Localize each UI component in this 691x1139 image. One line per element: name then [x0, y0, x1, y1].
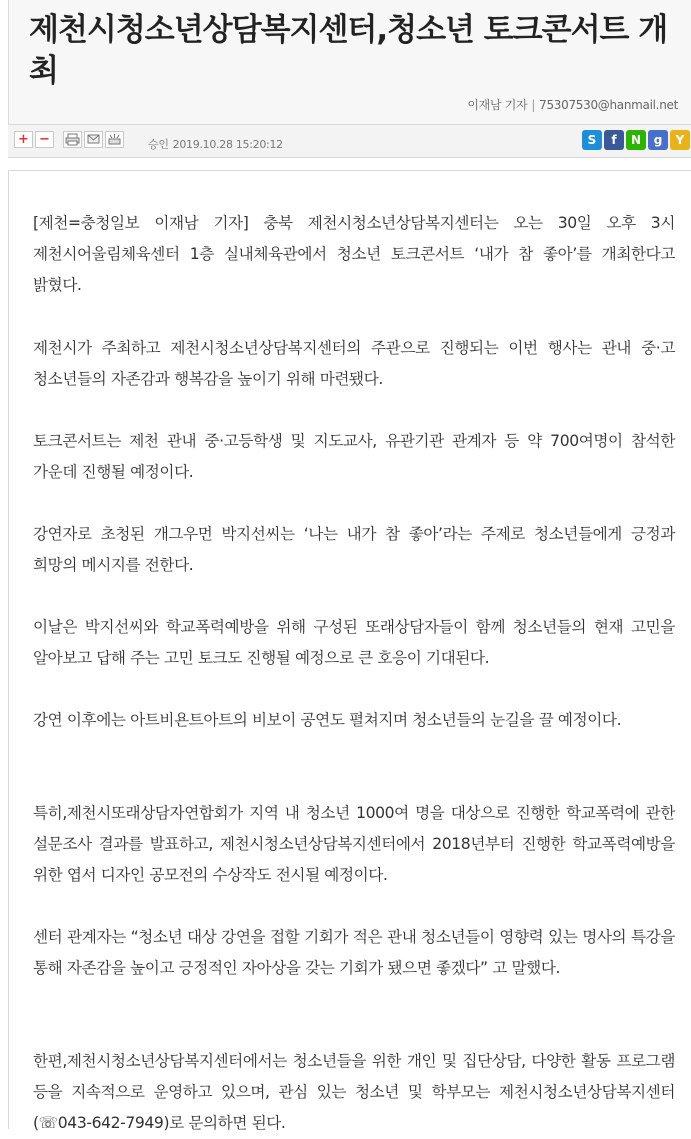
- article-toolbar: [8, 124, 691, 158]
- article-paragraph-6: 강연 이후에는 아트비욘트아트의 비보이 공연도 펼쳐지며 청소년들의 눈길을 끌 예정이다.: [33, 711, 622, 729]
- yozm-share-icon[interactable]: Y: [670, 130, 690, 150]
- article-body: [8, 170, 691, 1132]
- approval-label: 승인: [148, 138, 169, 151]
- email-icon[interactable]: [84, 131, 103, 148]
- font-decrease-button[interactable]: −: [35, 131, 54, 148]
- article-paragraph-1: [제천=충청일보 이재남 기자] 충북 제천시청소년상담복지센터는 오는 30일 오후 3시 제천시어울림체육센터 1층 실내체육관에서 청소년 토크콘서트 ‘내가 참 좋아’를 개최한다고 밝혔다.: [33, 214, 675, 294]
- article-paragraph-8: 센터 관계자는 “청소년 대상 강연을 접할 기회가 적은 관내 청소년들이 영향력 있는 명사의 특강을 통해 자존감을 높이고 긍정적인 자아상을 갖는 기회가 됐으면 좋겠다” 고 말했다.: [33, 928, 675, 977]
- scrap-icon[interactable]: [105, 131, 124, 148]
- approval-time: 2019.10.28 15:20:12: [172, 138, 283, 151]
- article-paragraph-5: 이날은 박지선씨와 학교폭력예방을 위해 구성된 또래상담자들이 함께 청소년들의 현재 고민을 알아보고 답해 주는 고민 토크도 진행될 예정으로 큰 호응이 기대된다.: [33, 618, 675, 667]
- naver-share-icon[interactable]: N: [626, 130, 646, 150]
- article-paragraph-3: 토크콘서트는 제천 관내 중·고등학생 및 지도교사, 유관기관 관계자 등 약 700여명이 참석한 가운데 진행될 예정이다.: [33, 432, 675, 481]
- reporter-name: 이재남 기자: [467, 98, 528, 112]
- reporter-email[interactable]: 75307530@hanmail.net: [539, 98, 678, 112]
- article-paragraph-2: 제천시가 주최하고 제천시청소년상담복지센터의 주관으로 진행되는 이번 행사는 관내 중·고 청소년들의 자존감과 행복감을 높이기 위해 마련됐다.: [33, 339, 675, 388]
- skype-share-icon[interactable]: S: [582, 130, 602, 150]
- font-increase-button[interactable]: +: [14, 131, 33, 148]
- article-paragraph-7: 특히,제천시또래상담자연합회가 지역 내 청소년 1000여 명을 대상으로 진행한 학교폭력에 관한 설문조사 결과를 발표하고, 제천시청소년상담복지센터에서 2018년부터 진행한 학교폭력예방을 위한 엽서 디자인 공모전의 수상작도 전시될 예정이다.: [33, 804, 675, 884]
- approval-timestamp: [148, 136, 283, 152]
- article-paragraph-4: 강연자로 초청된 개그우먼 박지선씨는 ‘나는 내가 참 좋아’라는 주제로 청소년들에게 긍정과 희망의 메시지를 전한다.: [33, 525, 675, 574]
- article-header: [8, 0, 691, 124]
- article-headline: 제천시청소년상담복지센터,청소년 토크콘서트 개최: [29, 12, 668, 89]
- article-paragraph-9: 한편,제천시청소년상담복지센터에서는 청소년들을 위한 개인 및 집단상담, 다양한 활동 프로그램 등을 지속적으로 운영하고 있으며, 관심 있는 청소년 및 학부모는 제천시청소년상담복지센터(☏043-642-7949)로 문의하면 된다.: [33, 1052, 675, 1132]
- facebook-share-icon[interactable]: f: [604, 130, 624, 150]
- google-share-icon[interactable]: g: [648, 130, 668, 150]
- print-icon[interactable]: [63, 131, 82, 148]
- byline: 이재남 기자 | 75307530@hanmail.net: [467, 98, 678, 112]
